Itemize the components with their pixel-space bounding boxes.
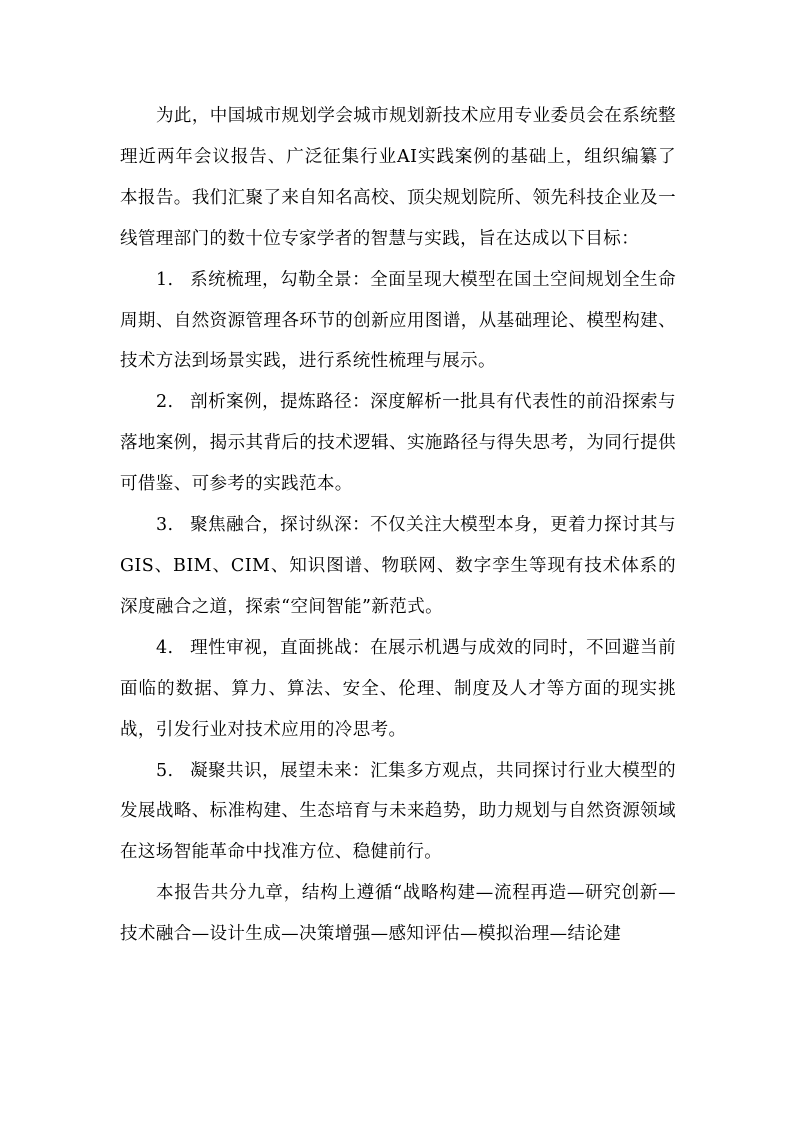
goal-text-3: 聚焦融合，探讨纵深：不仅关注大模型本身，更着力探讨其与GIS、BIM、CIM、知识图谱、物联网、数字孪生等现有技术体系的深度融合之道，探索“空间智能”新范式。 xyxy=(120,515,676,617)
closing-paragraph: 本报告共分九章，结构上遵循“战略构建—流程再造—研究创新—技术融合—设计生成—决策增强—感知评估—模拟治理—结论建 xyxy=(120,883,676,945)
goal-item-2 xyxy=(120,382,676,505)
goal-text-1: 系统梳理，勾勒全景：全面呈现大模型在国土空间规划全生命周期、自然资源管理各环节的创新应用图谱，从基础理论、模型构建、技术方法到场景实践，进行系统性梳理与展示。 xyxy=(120,269,676,372)
goal-item-5 xyxy=(120,751,676,874)
goal-item-3 xyxy=(120,505,676,628)
goal-text-5: 凝聚共识，展望未来：汇集多方观点，共同探讨行业大模型的发展战略、标准构建、生态培育与未来趋势，助力规划与自然资源领域在这场智能革命中找准方位、稳健前行。 xyxy=(120,760,676,863)
goal-text-2: 剖析案例，提炼路径：深度解析一批具有代表性的前沿探索与落地案例，揭示其背后的技术逻辑、实施路径与得失思考，为同行提供可借鉴、可参考的实践范本。 xyxy=(120,392,676,495)
goal-item-1 xyxy=(120,260,676,383)
intro-paragraph: 为此，中国城市规划学会城市规划新技术应用专业委员会在系统整理近两年会议报告、广泛征集行业AI实践案例的基础上，组织编纂了本报告。我们汇聚了来自知名高校、顶尖规划院所、领先科技企业及一线管理部门的数十位专家学者的智慧与实践，旨在达成以下目标： xyxy=(120,106,676,249)
goal-text-4: 理性审视，直面挑战：在展示机遇与成效的同时，不回避当前面临的数据、算力、算法、安全、伦理、制度及人才等方面的现实挑战，引发行业对技术应用的冷思考。 xyxy=(120,637,676,740)
document-body xyxy=(120,96,676,955)
goal-number-3: 3. xyxy=(156,515,174,536)
goal-item-4 xyxy=(120,628,676,751)
goal-number-2: 2. xyxy=(156,392,174,413)
goal-number-4: 4. xyxy=(156,637,174,658)
goal-number-1: 1. xyxy=(156,269,174,290)
goal-number-5: 5. xyxy=(156,760,174,781)
